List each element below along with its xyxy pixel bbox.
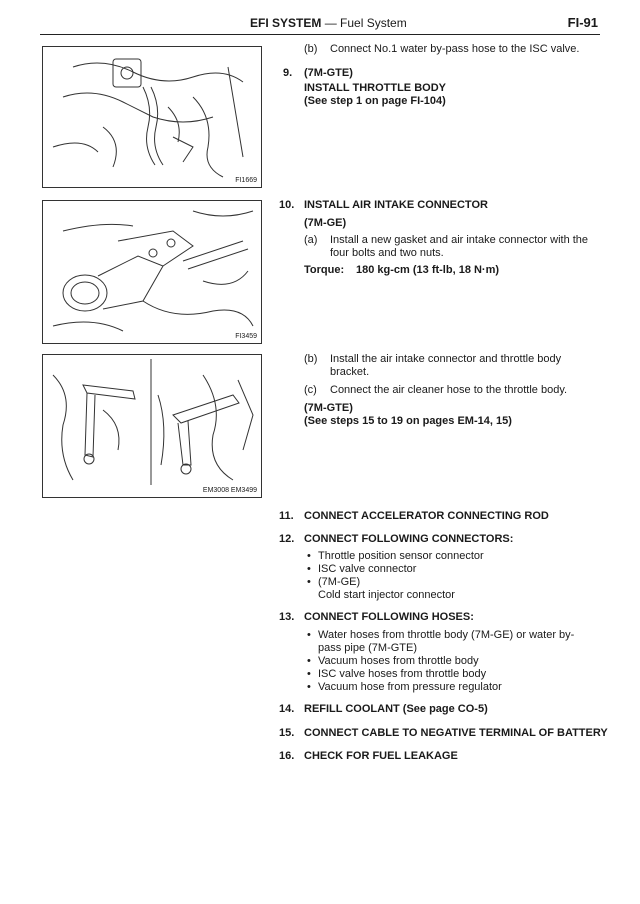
bullet-icon: • <box>307 550 311 562</box>
figure-air-intake-connector <box>42 200 262 344</box>
connector-item: (7M-GE) <box>318 576 361 588</box>
step-10c-text: Connect the air cleaner hose to the throttle body. <box>330 384 568 396</box>
connector-item: ISC valve connector <box>318 563 417 575</box>
figure-id: EM3008 EM3499 <box>202 487 257 494</box>
hose-item-continuation: pass pipe (7M-GTE) <box>318 642 418 654</box>
step-10a-line1: Install a new gasket and air intake connector with the <box>330 234 589 246</box>
isc-valve-hose-illustration-icon <box>43 47 261 187</box>
connector-item-continuation: Cold start injector connector <box>318 589 455 601</box>
step-10a-line2: four bolts and two nuts. <box>330 247 444 259</box>
step-10-ref2: (See steps 15 to 19 on pages EM-14, 15) <box>304 415 512 427</box>
bullet-icon: • <box>307 668 311 680</box>
step-10b-line2: bracket. <box>330 366 370 378</box>
subsection-name: Fuel System <box>340 16 407 30</box>
air-intake-connector-illustration-icon <box>43 201 261 343</box>
step-10-variant2: (7M-GTE) <box>304 402 353 414</box>
figure-throttle-body-bracket <box>42 354 262 498</box>
figure-isc-valve <box>42 46 262 188</box>
connector-item: Throttle position sensor connector <box>318 550 484 562</box>
step-9-variant: (7M-GTE) <box>304 67 353 79</box>
step-14-number: 14. <box>279 703 295 715</box>
step-16-number: 16. <box>279 750 295 762</box>
hose-item: Water hoses from throttle body (7M-GE) or water by- <box>318 629 575 641</box>
hose-item: ISC valve hoses from throttle body <box>318 668 487 680</box>
bullet-icon: • <box>307 629 311 641</box>
step-10b-line1: Install the air intake connector and throttle body <box>330 353 562 365</box>
step-10-number: 10. <box>279 199 295 211</box>
step-10-title: INSTALL AIR INTAKE CONNECTOR <box>304 199 488 211</box>
step-10b-marker: (b) <box>304 353 318 365</box>
throttle-body-bracket-illustration-icon <box>43 355 261 497</box>
bullet-icon: • <box>307 563 311 575</box>
torque-label: Torque: <box>304 264 345 276</box>
step-10-variant: (7M-GE) <box>304 217 347 229</box>
step-15-title: CONNECT CABLE TO NEGATIVE TERMINAL OF BATTERY <box>304 727 608 739</box>
step-11-title: CONNECT ACCELERATOR CONNECTING ROD <box>304 510 549 522</box>
step-11-number: 11. <box>279 510 294 522</box>
step-13-number: 13. <box>279 611 295 623</box>
step-8b-marker: (b) <box>304 43 318 55</box>
step-9-title: INSTALL THROTTLE BODY <box>304 82 446 94</box>
bullet-icon: • <box>307 655 311 667</box>
page-header <box>40 10 600 35</box>
step-16-title: CHECK FOR FUEL LEAKAGE <box>304 750 458 762</box>
section-name: EFI SYSTEM <box>250 16 322 30</box>
hose-item: Vacuum hoses from throttle body <box>318 655 479 667</box>
step-12-number: 12. <box>279 533 295 545</box>
bullet-icon: • <box>307 681 311 693</box>
step-13-title: CONNECT FOLLOWING HOSES: <box>304 611 474 623</box>
torque-value: 180 kg-cm (13 ft-lb, 18 N·m) <box>356 264 500 276</box>
header-dash: — <box>324 16 337 30</box>
step-10c-marker: (c) <box>304 384 317 396</box>
bullet-icon: • <box>307 576 311 588</box>
step-15-number: 15. <box>279 727 295 739</box>
page-number: FI-91 <box>567 15 598 30</box>
step-10a-marker: (a) <box>304 234 318 246</box>
step-8b-text: Connect No.1 water by-pass hose to the ISC valve. <box>330 43 580 55</box>
step-14-title: REFILL COOLANT (See page CO-5) <box>304 703 488 715</box>
step-9-ref: (See step 1 on page FI-104) <box>304 95 446 107</box>
header-title <box>250 16 407 30</box>
figure-id: FI3459 <box>235 333 257 340</box>
step-12-title: CONNECT FOLLOWING CONNECTORS: <box>304 533 514 545</box>
hose-item: Vacuum hose from pressure regulator <box>318 681 502 693</box>
step-9-number: 9. <box>283 67 293 79</box>
figure-id: FI1669 <box>235 177 257 184</box>
